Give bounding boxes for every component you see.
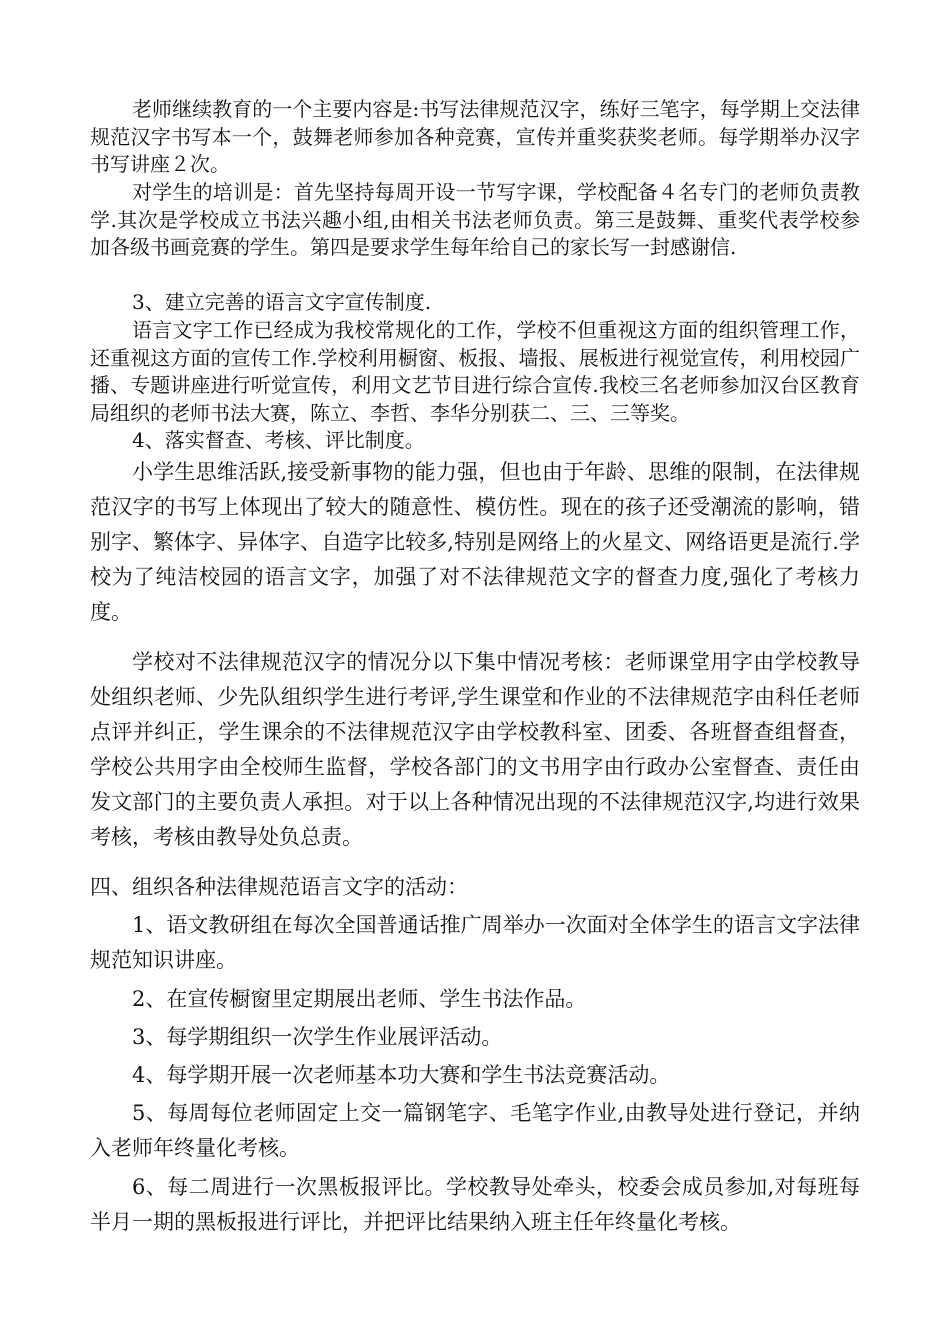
- list-item-activity-5: 5、每周每位老师固定上交一篇钢笔字、毛笔字作业,由教导处进行登记，并纳入老师年终量化考核。: [90, 1101, 860, 1160]
- paragraph-student-writing: 小学生思维活跃,接受新事物的能力强，但也由于年龄、思维的限制，在法律规范汉字的书写上体现出了较大的随意性、模仿性。现在的孩子还受潮流的影响，错别字、繁体字、异体字、自造字比较多,特别是网络上的火星文、网络语更是流行.学校为了纯洁校园的语言文字，加强了对不法律规范文字的督查力度,强化了考核力度。: [90, 460, 860, 624]
- heading-activities: 四、组织各种法律规范语言文字的活动：: [90, 875, 468, 899]
- paragraph-publicity-work: 语言文字工作已经成为我校常规化的工作，学校不但重视这方面的组织管理工作，还重视这方面的宣传工作.学校利用橱窗、板报、墙报、展板进行视觉宣传，利用校园广播、专题讲座进行听觉宣传，利用文艺节目进行综合宣传.我校三名老师参加汉台区教育局组织的老师书法大赛，陈立、李哲、李华分别获二、三、三等奖。: [90, 318, 860, 425]
- list-item-activity-2: 2、在宣传橱窗里定期展出老师、学生书法作品。: [132, 987, 587, 1011]
- list-item-activity-1: 1、语文教研组在每次全国普通话推广周举办一次面对全体学生的语言文字法律规范知识讲座。: [90, 913, 860, 972]
- heading-publicity-system: 3、建立完善的语言文字宣传制度.: [132, 290, 432, 314]
- paragraph-assessment: 学校对不法律规范汉字的情况分以下集中情况考核：老师课堂用字由学校教导处组织老师、少先队组织学生进行考评,学生课堂和作业的不法律规范字由科任老师点评并纠正，学生课余的不法律规范汉字由学校教科室、团委、各班督查组督查，学校公共用字由全校师生监督，学校各部门的文书用字由行政办公室督查、责任由发文部门的主要负责人承担。对于以上各种情况出现的不法律规范汉字,均进行效果考核，考核由教导处负总责。: [90, 650, 860, 849]
- list-item-activity-6: 6、每二周进行一次黑板报评比。学校教导处牵头，校委会成员参加,对每班每半月一期的黑板报进行评比，并把评比结果纳入班主任年终量化考核。: [90, 1175, 860, 1234]
- paragraph-teacher-education: 老师继续教育的一个主要内容是:书写法律规范汉字，练好三笔字，每学期上交法律规范汉字书写本一个，鼓舞老师参加各种竞赛，宣传并重奖获奖老师。每学期举办汉字书写讲座２次。: [90, 97, 860, 176]
- list-item-activity-4: 4、每学期开展一次老师基本功大赛和学生书法竞赛活动。: [132, 1063, 671, 1087]
- heading-supervision-system: 4、落实督查、考核、评比制度。: [132, 428, 425, 452]
- paragraph-student-training: 对学生的培训是：首先坚持每周开设一节写字课，学校配备４名专门的老师负责教学.其次是学校成立书法兴趣小组,由相关书法老师负责。第三是鼓舞、重奖代表学校参加各级书画竞赛的学生。第四是要求学生每年给自己的家长写一封感谢信.: [90, 180, 860, 259]
- list-item-activity-3: 3、每学期组织一次学生作业展评活动。: [132, 1025, 503, 1049]
